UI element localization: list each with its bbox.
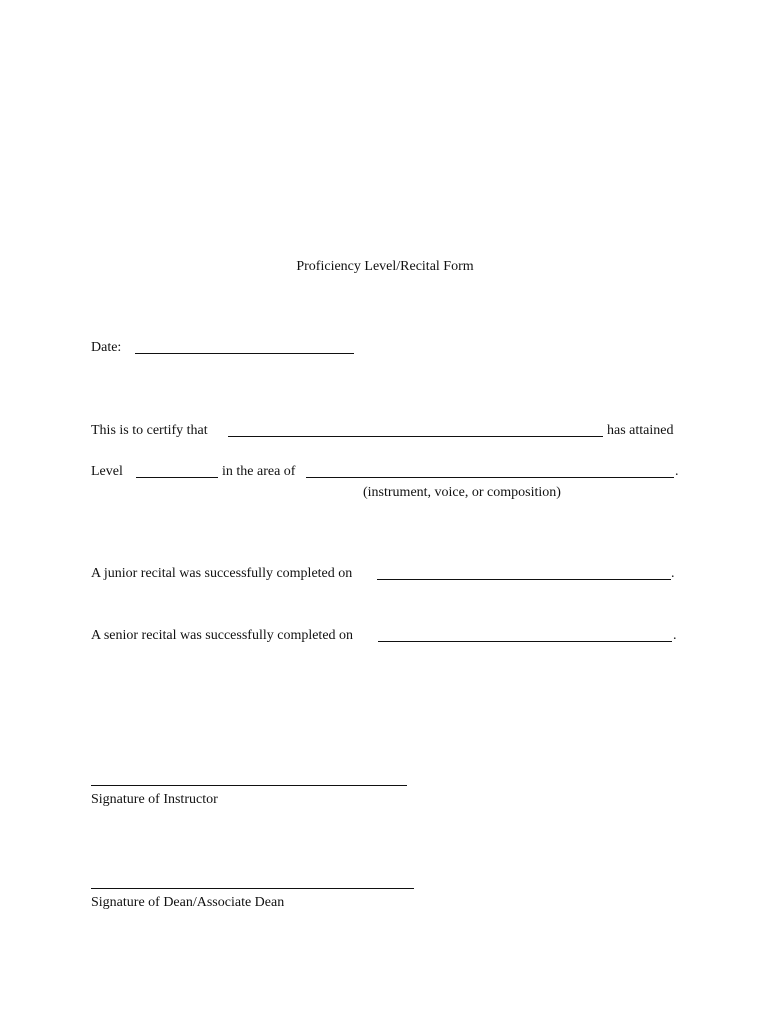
level-label: Level: [91, 464, 123, 479]
junior-recital-date-field[interactable]: [377, 579, 671, 580]
form-title: Proficiency Level/Recital Form: [296, 259, 474, 274]
area-hint: (instrument, voice, or composition): [363, 485, 561, 500]
date-label: Date:: [91, 340, 122, 355]
instructor-signature-field[interactable]: [91, 785, 407, 786]
student-name-field[interactable]: [228, 436, 603, 437]
level-field[interactable]: [136, 477, 218, 478]
area-label: in the area of: [222, 464, 296, 479]
area-period: .: [675, 464, 679, 479]
dean-signature-field[interactable]: [91, 888, 414, 889]
date-field[interactable]: [135, 353, 354, 354]
senior-recital-date-field[interactable]: [378, 641, 672, 642]
area-field[interactable]: [306, 477, 674, 478]
junior-recital-label: A junior recital was successfully completed on: [91, 566, 353, 581]
dean-signature-label: Signature of Dean/Associate Dean: [91, 895, 285, 910]
senior-recital-label: A senior recital was successfully completed on: [91, 628, 354, 643]
junior-period: .: [671, 566, 675, 581]
has-attained-text: has attained: [607, 423, 674, 438]
instructor-signature-label: Signature of Instructor: [91, 792, 218, 807]
certify-label: This is to certify that: [91, 423, 208, 438]
senior-period: .: [673, 628, 677, 643]
